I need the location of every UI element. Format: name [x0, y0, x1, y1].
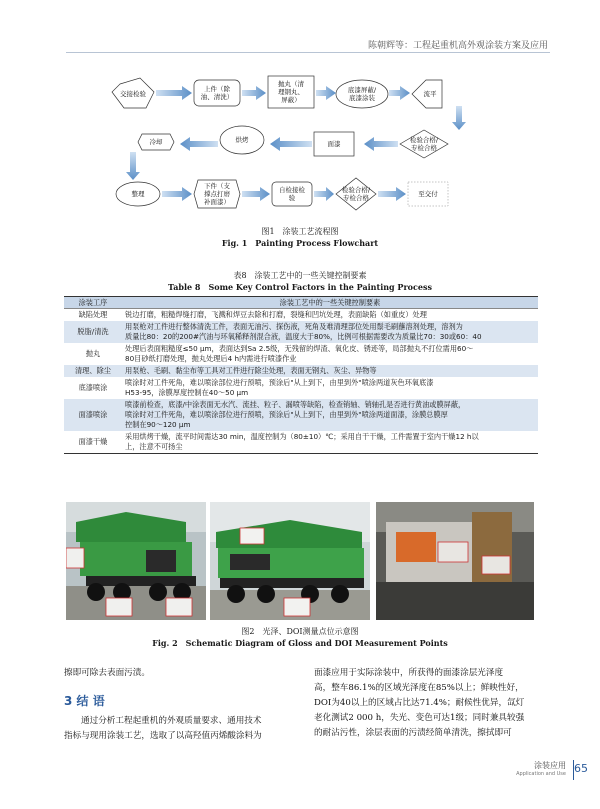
flow-node-baking: 烘烤 — [235, 136, 249, 144]
table-cell-factors: 采用烘烤干燥，流平时间需达30 min，温度控制为（80±10）℃；采用自干干燥，工件需置于室内干燥12 h以 上，注意不可扬尘 — [122, 431, 538, 454]
running-title: 陈朝辉等：工程起重机高外观涂装方案及应用 — [367, 41, 548, 51]
flow-node-leveling: 流平 — [423, 90, 437, 98]
table-header-factors: 涂装工艺中的一些关键控制要素 — [122, 297, 538, 309]
journal-name-en: Application and Use — [516, 771, 566, 777]
table-row — [64, 431, 538, 454]
left-column-top-line: 擦即可除去表面污渍。 — [64, 668, 150, 678]
table-cell-step: 抛丸 — [85, 349, 101, 358]
table-cell-step: 清理、除尘 — [64, 365, 122, 377]
arrow-10 — [162, 187, 192, 201]
flow-node-self-check: 自检接检 验 — [279, 186, 305, 202]
journal-name-cn: 涂装应用 — [534, 761, 566, 770]
table8-caption-en: Table 8 Some Key Control Factors in the Painting Process — [168, 282, 432, 292]
table-row — [64, 321, 538, 343]
flow-node-delivery: 至交付 — [418, 190, 438, 198]
flow-node-loading: 上件（除 油、清洗） — [200, 85, 234, 101]
arrow-4 — [389, 86, 410, 100]
arrow-12 — [314, 187, 334, 201]
table-row — [64, 365, 538, 377]
table-cell-factors: 处理后表面粗糙度≤50 μm，表面达到Sa 2.5级，无残留的焊渣、氧化皮、锈迹等，局部抛丸不打位需用60～ 80目砂纸打磨处理，抛丸处理后4 h内需进行喷漆作业 — [125, 344, 474, 363]
running-header — [0, 0, 600, 51]
table-cell-factors: 用泵枪、毛刷、黏尘布等工具对工件进行除尘处理，表面无钢丸、灰尘、异物等 — [122, 365, 538, 377]
flow-node-check-2: 检验合格/ 专检合格 — [341, 186, 371, 202]
flow-node-tidying: 整理 — [131, 190, 145, 198]
table-cell-factors: 锐边打磨，粗糙焊缝打磨，飞溅和焊豆去除和打磨，裂缝和凹坑处理，表面缺陷（如重皮）处理 — [125, 310, 427, 319]
arrow-8 — [180, 137, 218, 151]
flow-node-topcoat: 面漆 — [327, 140, 341, 148]
table8-caption-cn: 表8 涂装工艺中的一些关键控制要素 — [233, 271, 367, 280]
table-cell-step: 底漆喷涂 — [78, 383, 108, 392]
table-row — [64, 309, 538, 322]
crane-photo-center — [210, 502, 370, 620]
table-row — [64, 377, 538, 399]
crane-photo-left — [66, 502, 206, 620]
arrow-13 — [378, 187, 406, 201]
table-cell-factors: 喷漆前检查，底漆/中涂表面无水汽、流挂、粒子、漏喷等缺陷，检查销轴、销轴孔是否进行黄油或膜屏蔽， 喷涂时对工件死角，难以喷涂部位进行预喷，预涂后"从上到下，由里到外"喷涂两道面漆，涂膜总膜厚 控制在90～120 μm — [122, 399, 538, 431]
arrow-2 — [242, 86, 266, 100]
arrow-1 — [156, 86, 192, 100]
table-row — [64, 343, 538, 365]
flow-node-primer: 底漆屏蔽/ 底漆涂装 — [347, 86, 377, 102]
header-rule — [66, 52, 550, 53]
left-column-paragraph: 通过分析工程起重机的外观质量要求、通用技术 指标与现用涂装工艺，选取了以高羟值丙烯酸涂料为 — [64, 716, 262, 741]
page-footer — [516, 760, 588, 777]
table-cell-step: 缺陷处理 — [78, 310, 108, 319]
figure1-caption-cn: 图1 涂装工艺流程图 — [261, 227, 339, 236]
crane-photo-right — [376, 502, 534, 620]
flow-node-unloading: 下件（支 撑点打磨 补面漆） — [204, 182, 230, 206]
table-header-row — [64, 297, 538, 309]
arrow-11 — [242, 187, 270, 201]
table-cell-step: 面漆干燥 — [64, 431, 122, 454]
key-control-table — [64, 296, 538, 454]
table-header-step: 涂装工序 — [64, 297, 122, 309]
arrow-3 — [316, 86, 336, 100]
flow-node-cooling: 冷却 — [149, 138, 163, 146]
table-cell-factors: 用泵枪对工件进行整体清洗工件，表面无油污、探伤液，死角及难清理部位处用鬃毛刷蘸溶剂处理，溶剂为 质量比80：20的200#汽油与环氧稀释剂混合液，温度大于80%，比例可根据需要改为质量比70：30或60：40 — [122, 321, 538, 343]
flow-node-shot-blasting: 抛丸（清 理钢丸、 屏蔽） — [278, 80, 304, 104]
flow-node-inspection: 交接检验 — [120, 90, 146, 98]
table-cell-step: 面漆喷涂 — [64, 399, 122, 431]
arrow-9 — [126, 152, 140, 180]
right-column-paragraph: 面漆应用于实际涂装中，所获得的面漆涂层光泽度 高，整车86.1%的区域光泽度在85%以上；鲜映性好， DOI为40以上的区域占比达71.4%；耐候性优异，氙灯 老化测试2 000 h，失光、变色可达1级；同时兼具较强 的耐沾污性，涂层表面的污渍经简单清洗，擦拭即可 — [314, 668, 525, 738]
arrow-5 — [452, 106, 466, 130]
arrow-6 — [364, 137, 398, 151]
flow-node-check-1: 检验合格/ 专检合格 — [409, 136, 439, 152]
painting-flowchart — [90, 62, 510, 222]
figure2-caption-cn: 图2 光泽、DOI测量点位示意图 — [241, 627, 359, 636]
figure2-caption-en: Fig. 2 Schematic Diagram of Gloss and DOI Measurement Points — [152, 638, 448, 648]
page-number: 65 — [574, 762, 588, 775]
table-cell-factors: 喷涂时对工件死角，难以喷涂部位进行预喷，预涂后"从上到下，由里到外"喷涂两道灰色环氧底漆 H53-95，涂膜厚度控制在40～50 μm — [125, 378, 434, 397]
figure1-caption-en: Fig. 1 Painting Process Flowchart — [221, 238, 379, 248]
table-cell-step: 脱脂/清洗 — [64, 321, 122, 343]
arrow-7 — [270, 137, 312, 151]
table-row — [64, 399, 538, 431]
section-title-conclusion: 3 结 语 — [64, 694, 105, 708]
